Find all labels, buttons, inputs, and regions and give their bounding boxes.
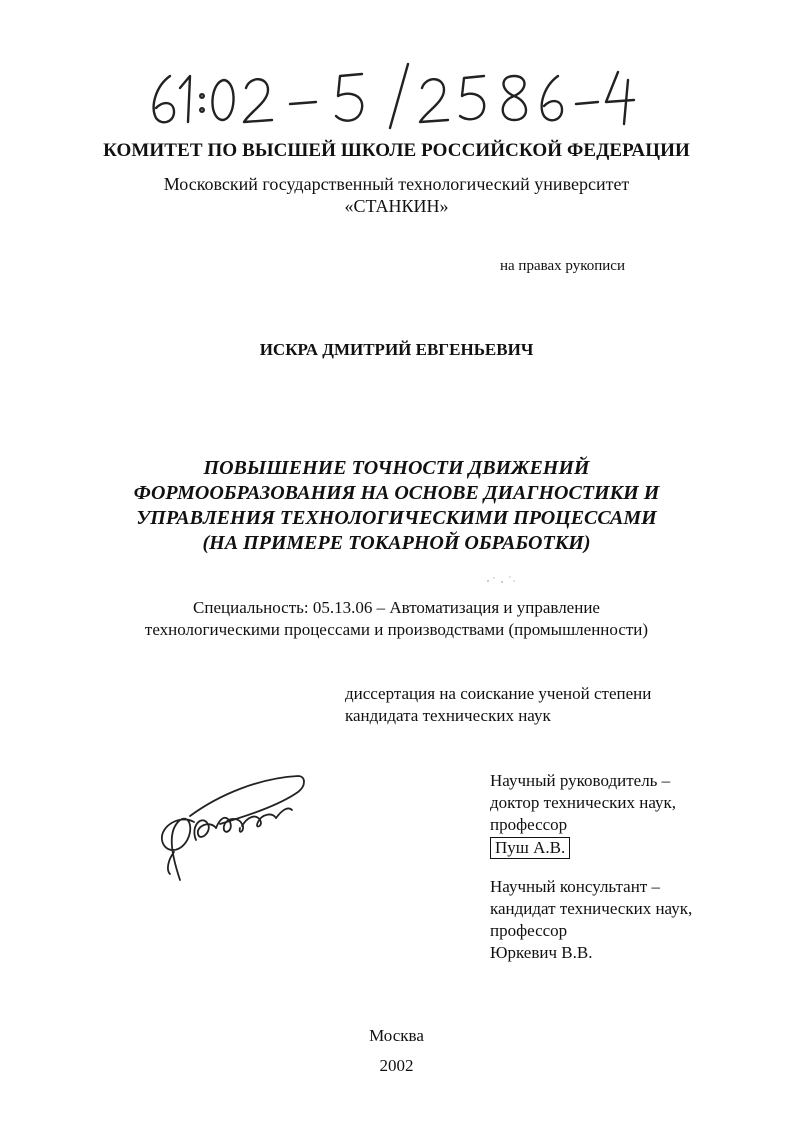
- author-name: ИСКРА ДМИТРИЙ ЕВГЕНЬЕВИЧ: [259, 340, 534, 359]
- university-name-line1: Московский государственный технологический университет: [163, 174, 630, 194]
- title-line: (НА ПРИМЕРЕ ТОКАРНОЙ ОБРАБОТКИ): [202, 532, 591, 554]
- supervisor-degree: доктор технических наук,: [490, 793, 677, 812]
- specialty-line1: Специальность: 05.13.06 – Автоматизация и управление: [193, 598, 600, 617]
- handwritten-registration-number: [140, 62, 640, 132]
- rights-note: на правах рукописи: [500, 258, 625, 274]
- consultant-role: Научный консультант –: [490, 877, 660, 896]
- supervisor-block: [490, 770, 676, 859]
- title-line: УПРАВЛЕНИЯ ТЕХНОЛОГИЧЕСКИМИ ПРОЦЕССАМИ: [136, 507, 657, 529]
- supervisor-title: профессор: [490, 815, 568, 834]
- dissertation-degree-line2: кандидата технических наук: [345, 706, 551, 725]
- supervisor-role: Научный руководитель –: [490, 771, 671, 790]
- committee-heading: КОМИТЕТ ПО ВЫСШЕЙ ШКОЛЕ РОССИЙСКОЙ ФЕДЕРАЦИИ: [103, 140, 690, 161]
- handwritten-signature: [150, 770, 310, 885]
- year: 2002: [379, 1056, 414, 1075]
- consultant-degree: кандидат технических наук,: [490, 899, 693, 918]
- svg-text:61:02-5/2586-4: 61:02-5/2586-4: [140, 131, 147, 132]
- title-line: ФОРМООБРАЗОВАНИЯ НА ОСНОВЕ ДИАГНОСТИКИ И: [133, 482, 660, 504]
- supervisor-name: Пуш А.В.: [490, 837, 570, 859]
- consultant-block: [490, 876, 692, 964]
- city: Москва: [369, 1026, 424, 1045]
- consultant-title: профессор: [490, 921, 568, 940]
- dissertation-degree-line1: диссертация на соискание ученой степени: [345, 684, 652, 703]
- dissertation-title: [0, 456, 793, 556]
- consultant-name: Юркевич В.В.: [490, 943, 593, 962]
- scan-artifact: [480, 572, 520, 586]
- specialty-line2: технологическими процессами и производствами (промышленности): [144, 620, 649, 639]
- title-line: ПОВЫШЕНИЕ ТОЧНОСТИ ДВИЖЕНИЙ: [203, 457, 590, 479]
- university-name-line2: «СТАНКИН»: [344, 196, 449, 216]
